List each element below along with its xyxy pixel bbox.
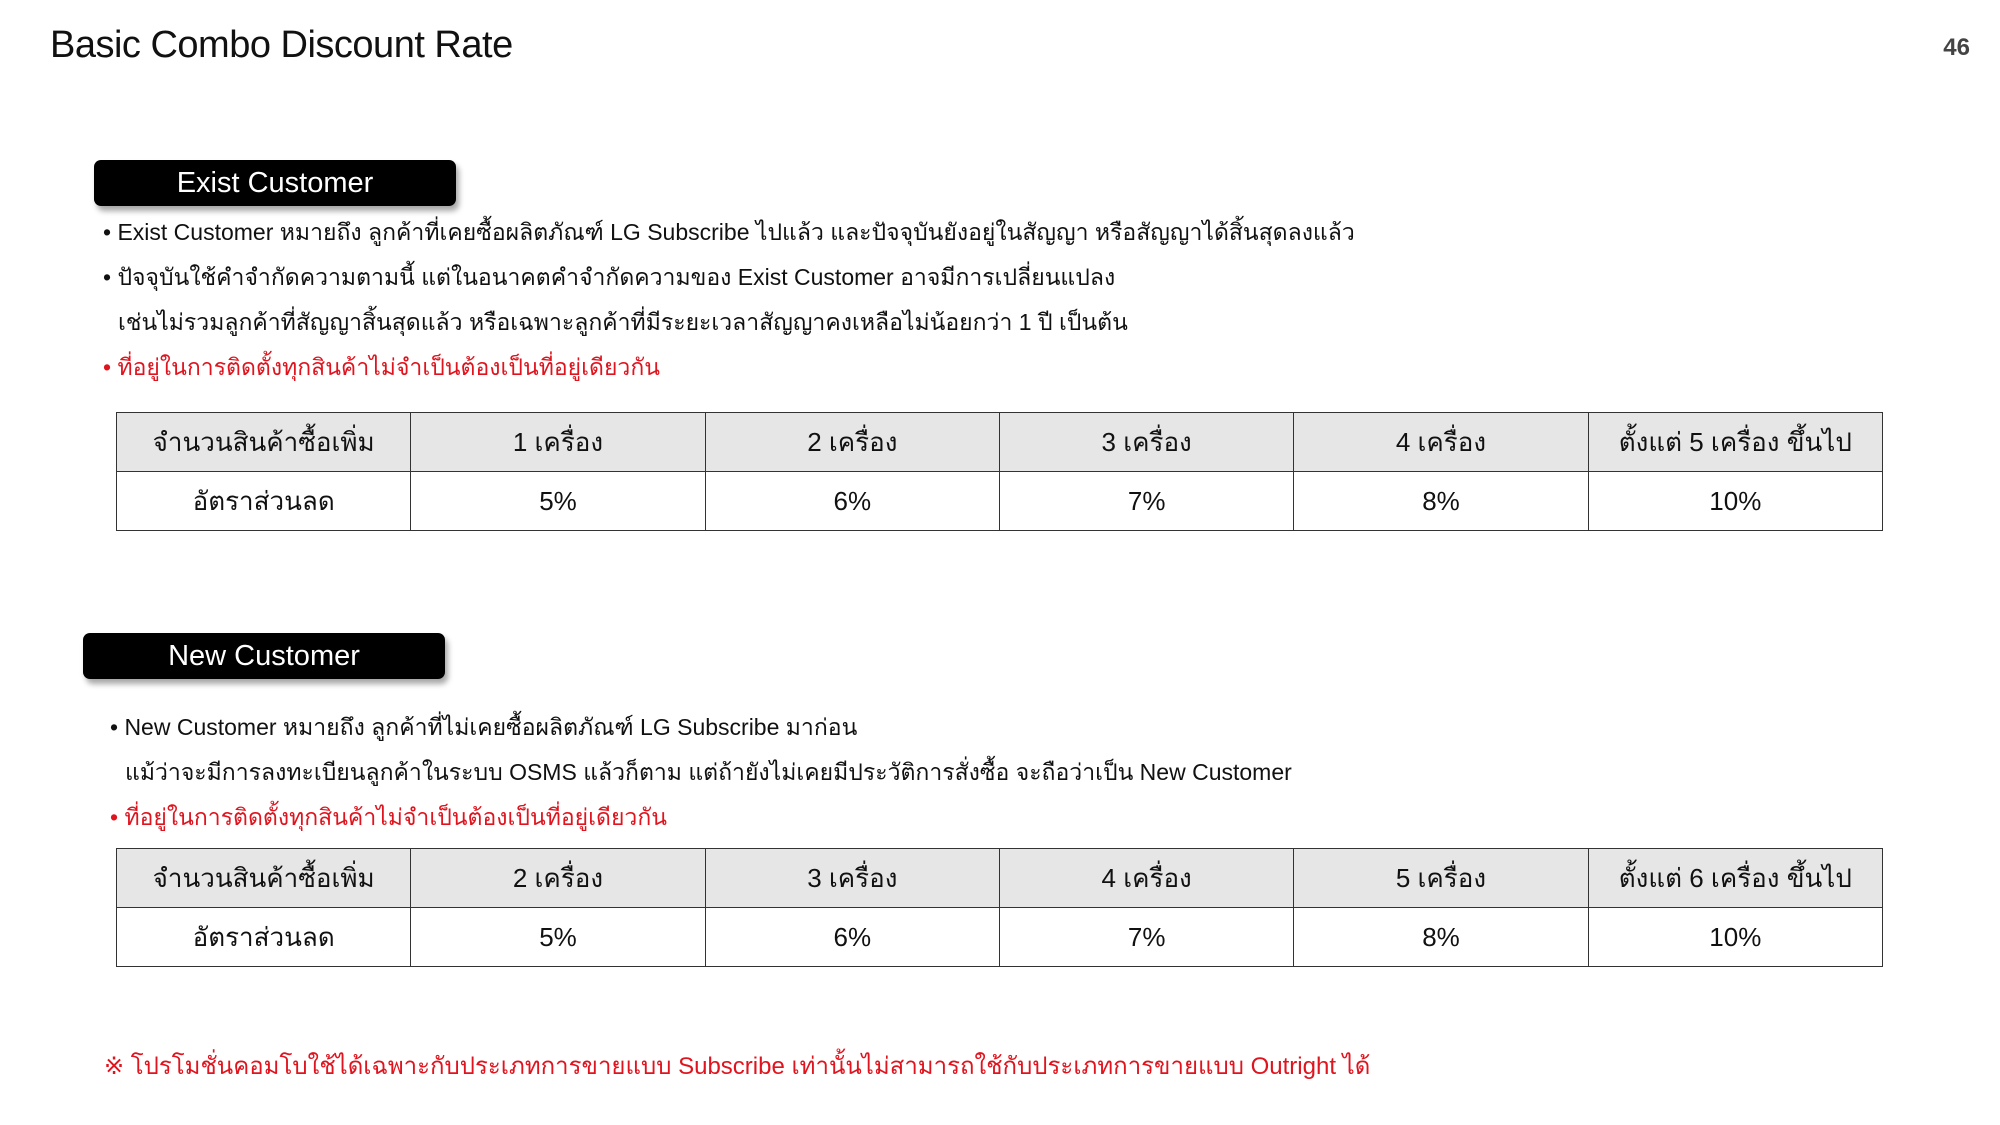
new-definition-continuation: แม้ว่าจะมีการลงทะเบียนลูกค้าในระบบ OSMS แล้วก็ตาม แต่ถ้ายังไม่เคยมีประวัติการสั่งซื้อ จะถือว่าเป็น New Customer	[125, 759, 1292, 785]
exist-definition-line: • Exist Customer หมายถึง ลูกค้าที่เคยซื้อผลิตภัณฑ์ LG Subscribe ไปแล้ว และปัจจุบันยังอยู่ในสัญญา หรือสัญญาได้สิ้นสุดลงแล้ว	[103, 219, 1355, 245]
table-header-cell: 3 เครื่อง	[999, 413, 1293, 472]
table-cell: 8%	[1294, 908, 1588, 967]
new-customer-label: New Customer	[83, 633, 445, 679]
table-header-cell: 2 เครื่อง	[705, 413, 999, 472]
table-header-cell: 4 เครื่อง	[999, 849, 1293, 908]
table-header-cell: ตั้งแต่ 5 เครื่อง ขึ้นไป	[1588, 413, 1882, 472]
table-header-row	[117, 849, 1883, 908]
page-number: 46	[1943, 34, 1970, 61]
exist-address-note: • ที่อยู่ในการติดตั้งทุกสินค้าไม่จำเป็นต้องเป็นที่อยู่เดียวกัน	[103, 354, 660, 380]
exist-customer-label: Exist Customer	[94, 160, 456, 206]
table-cell: 10%	[1588, 908, 1882, 967]
new-discount-table	[116, 848, 1883, 967]
new-definition-line: • New Customer หมายถึง ลูกค้าที่ไม่เคยซื้อผลิตภัณฑ์ LG Subscribe มาก่อน	[110, 714, 858, 740]
table-header-cell: จำนวนสินค้าซื้อเพิ่ม	[117, 413, 411, 472]
footer-note: ※ โปรโมชั่นคอมโบใช้ได้เฉพาะกับประเภทการขายแบบ Subscribe เท่านั้นไม่สามารถใช้กับประเภทการขายแบบ Outright ได้	[104, 1053, 1371, 1080]
table-header-cell: 4 เครื่อง	[1294, 413, 1588, 472]
table-cell: 5%	[411, 908, 705, 967]
table-cell: 7%	[999, 908, 1293, 967]
table-header-cell: 3 เครื่อง	[705, 849, 999, 908]
exist-note-line: • ปัจจุบันใช้คำจำกัดความตามนี้ แต่ในอนาคตคำจำกัดความของ Exist Customer อาจมีการเปลี่ยนแปลง	[103, 264, 1116, 290]
table-header-row	[117, 413, 1883, 472]
new-address-note: • ที่อยู่ในการติดตั้งทุกสินค้าไม่จำเป็นต้องเป็นที่อยู่เดียวกัน	[110, 804, 667, 830]
table-cell: 5%	[411, 472, 705, 531]
table-cell: 10%	[1588, 472, 1882, 531]
table-cell: อัตราส่วนลด	[117, 908, 411, 967]
table-cell: อัตราส่วนลด	[117, 472, 411, 531]
table-row	[117, 908, 1883, 967]
exist-discount-table	[116, 412, 1883, 531]
table-cell: 7%	[999, 472, 1293, 531]
exist-note-continuation: เช่นไม่รวมลูกค้าที่สัญญาสิ้นสุดแล้ว หรือเฉพาะลูกค้าที่มีระยะเวลาสัญญาคงเหลือไม่น้อยกว่า 1 ปี เป็นต้น	[118, 309, 1128, 335]
table-header-cell: 2 เครื่อง	[411, 849, 705, 908]
table-header-cell: 1 เครื่อง	[411, 413, 705, 472]
table-cell: 6%	[705, 472, 999, 531]
table-header-cell: ตั้งแต่ 6 เครื่อง ขึ้นไป	[1588, 849, 1882, 908]
table-cell: 6%	[705, 908, 999, 967]
page-title: Basic Combo Discount Rate	[50, 24, 513, 66]
table-row	[117, 472, 1883, 531]
table-cell: 8%	[1294, 472, 1588, 531]
table-header-cell: 5 เครื่อง	[1294, 849, 1588, 908]
table-header-cell: จำนวนสินค้าซื้อเพิ่ม	[117, 849, 411, 908]
